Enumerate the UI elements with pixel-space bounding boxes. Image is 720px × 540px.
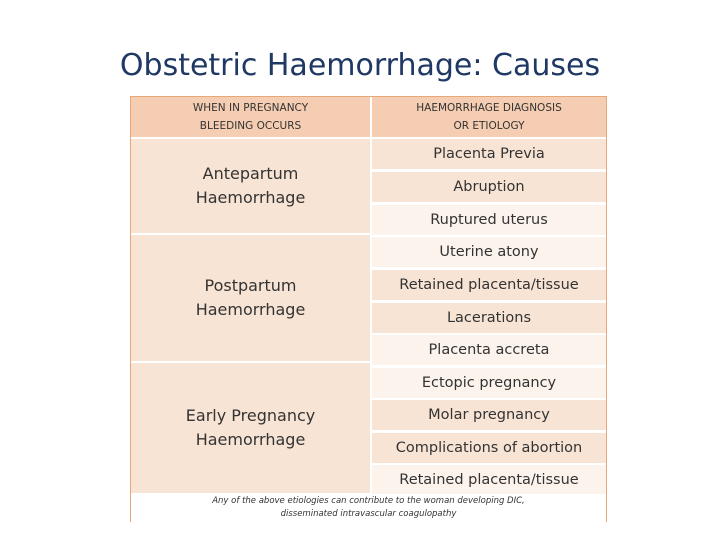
group-antepartum xyxy=(131,139,370,233)
header-timing xyxy=(131,97,370,137)
footnote xyxy=(131,494,606,522)
cause-complications-of-abortion: Complications of abortion xyxy=(372,433,606,463)
group-early-pregnancy-line2: Haemorrhage xyxy=(195,430,306,449)
cause-ectopic-pregnancy: Ectopic pregnancy xyxy=(372,368,606,398)
header-etiology-line1: HAEMORRHAGE DIAGNOSIS xyxy=(416,102,562,114)
cause-retained-placenta-postpartum: Retained placenta/tissue xyxy=(372,270,606,300)
cause-molar-pregnancy: Molar pregnancy xyxy=(372,400,606,430)
group-antepartum-line1: Antepartum xyxy=(202,164,299,183)
cause-placenta-previa: Placenta Previa xyxy=(372,139,606,169)
header-etiology xyxy=(372,97,606,137)
cause-placenta-accreta: Placenta accreta xyxy=(372,335,606,365)
group-postpartum-line2: Haemorrhage xyxy=(195,300,306,319)
cause-retained-placenta-early: Retained placenta/tissue xyxy=(372,465,606,495)
footnote-line2: disseminated intravascular coagulopathy xyxy=(280,509,457,519)
footnote-line1: Any of the above etiologies can contribute to the woman developing DIC, xyxy=(212,496,525,506)
group-early-pregnancy-line1: Early Pregnancy xyxy=(185,406,316,425)
group-postpartum-line1: Postpartum xyxy=(204,276,297,295)
page-title: Obstetric Haemorrhage: Causes xyxy=(119,48,601,83)
cause-lacerations: Lacerations xyxy=(372,303,606,333)
cause-abruption: Abruption xyxy=(372,172,606,202)
group-early-pregnancy xyxy=(131,363,370,493)
header-etiology-line2: OR ETIOLOGY xyxy=(453,120,525,132)
cause-ruptured-uterus: Ruptured uterus xyxy=(372,205,606,235)
causes-table xyxy=(130,96,607,522)
group-postpartum xyxy=(131,235,370,361)
group-antepartum-line2: Haemorrhage xyxy=(195,188,306,207)
header-timing-line2: BLEEDING OCCURS xyxy=(199,120,302,132)
header-timing-line1: WHEN IN PREGNANCY xyxy=(192,102,309,114)
cause-uterine-atony: Uterine atony xyxy=(372,237,606,267)
